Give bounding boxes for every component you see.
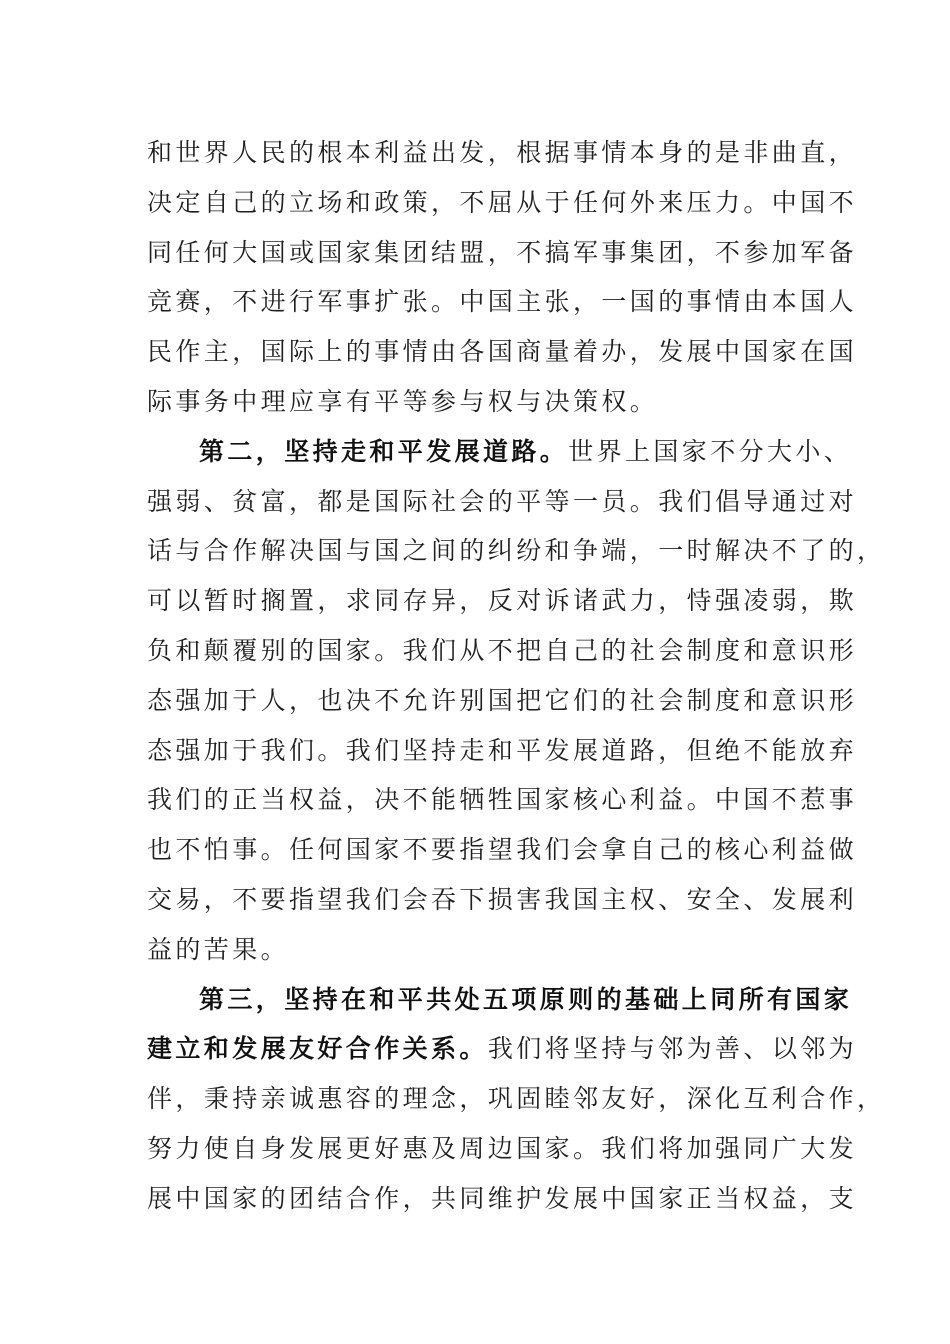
text-line: 同任何大国或国家集团结盟，不搞军事集团，不参加军备 — [147, 237, 858, 267]
document-body — [147, 128, 886, 1224]
text-line: 交易，不要指望我们会吞下损害我国主权、安全、发展利 — [147, 884, 858, 914]
text-line: 和世界人民的根本利益出发，根据事情本身的是非曲直， — [147, 138, 858, 167]
text-line: 益的苦果。 — [147, 934, 290, 964]
paragraph-heading: 建立和发展友好合作关系。 — [147, 1034, 488, 1064]
paragraph-heading: 第三，坚持在和平共处五项原则的基础上同所有国家 — [199, 984, 853, 1014]
text-line: 态强加于我们。我们坚持走和平发展道路，但绝不能放弃 — [147, 735, 858, 765]
text-line: 伴，秉持亲诚惠容的理念，巩固睦邻友好，深化互利合作， — [147, 1084, 886, 1114]
text-line: 努力使自身发展更好惠及周边国家。我们将加强同广大发 — [147, 1133, 858, 1163]
text-line: 态强加于人，也决不允许别国把它们的社会制度和意识形 — [147, 685, 858, 715]
text-line: 际事务中理应享有平等参与权与决策权。 — [147, 386, 659, 416]
text-fragment: 我们将坚持与邻为善、以邻为 — [487, 1034, 858, 1064]
text-fragment: 世界上国家不分大小、 — [568, 436, 853, 466]
paragraph-3-second-line — [147, 1024, 858, 1074]
text-line: 也不怕事。任何国家不要指望我们会拿自己的核心利益做 — [147, 835, 858, 865]
text-line: 竞赛，不进行军事扩张。中国主张，一国的事情由本国人 — [147, 287, 858, 317]
paragraph-heading: 第二，坚持走和平发展道路。 — [199, 436, 569, 466]
text-line: 强弱、贫富，都是国际社会的平等一员。我们倡导通过对 — [147, 486, 858, 516]
text-line: 民作主，国际上的事情由各国商量着办，发展中国家在国 — [147, 337, 858, 367]
text-line: 展中国家的团结合作，共同维护发展中国家正当权益，支 — [147, 1183, 858, 1213]
text-line: 负和颠覆别的国家。我们从不把自己的社会制度和意识形 — [147, 635, 858, 665]
text-line: 决定自己的立场和政策，不屈从于任何外来压力。中国不 — [147, 187, 858, 217]
text-line: 话与合作解决国与国之间的纠纷和争端，一时解决不了的， — [147, 536, 886, 566]
text-line: 可以暂时搁置，求同存异，反对诉诸武力，恃强凌弱，欺 — [147, 586, 858, 616]
text-line: 我们的正当权益，决不能牺牲国家核心利益。中国不惹事 — [147, 785, 858, 815]
paragraph-2-first-line — [147, 427, 853, 477]
